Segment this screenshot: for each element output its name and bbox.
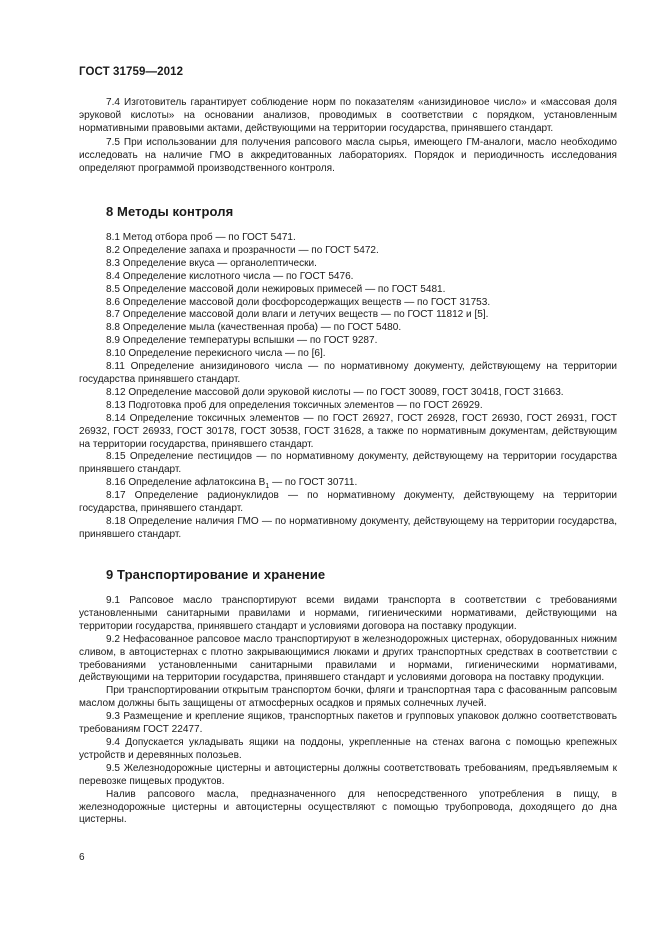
list-item: 8.6 Определение массовой доли фосфорсодержащих веществ — по ГОСТ 31753.: [106, 296, 491, 308]
list-item: 8.5 Определение массовой доли нежировых примесей — по ГОСТ 5481.: [106, 283, 446, 295]
section-7-paragraphs: [79, 97, 617, 175]
list-item: 8.18 Определение наличия ГМО — по нормативному документу, действующему на территории государства, принявшего стандарт.: [79, 515, 617, 540]
paragraph-7-4: 7.4 Изготовитель гарантирует соблюдение норм по показателям «анизидиновое число» и «массовая доля эруковой кислоты» на основании анализов, проводимых в соответствии с порядком, установленным нормативными правовыми актами, действующими на территории государства, принявшего стандарт.: [79, 97, 617, 134]
paragraph: 9.3 Размещение и крепление ящиков, транспортных пакетов и групповых упаковок должно соответствовать требованиям ГОСТ 22477.: [79, 711, 617, 736]
document-header: ГОСТ 31759—2012: [79, 66, 184, 78]
section-9-heading: 9 Транспортирование и хранение: [106, 567, 326, 582]
section-9-paragraphs: [79, 595, 617, 827]
list-item: 8.13 Подготовка проб для определения токсичных элементов — по ГОСТ 26929.: [106, 399, 483, 411]
list-item: 8.7 Определение массовой доли влаги и летучих веществ — по ГОСТ 11812 и [5].: [106, 309, 489, 321]
list-item: 8.3 Определение вкуса — органолептически.: [106, 257, 317, 269]
page-number: 6: [79, 852, 85, 863]
paragraph: 9.5 Железнодорожные цистерны и автоцистерны должны соответствовать требованиям, предъявляемым к перевозке пищевых продуктов.: [79, 762, 617, 787]
list-item-8-16: [79, 477, 617, 490]
aflatoxin-subscript: 1: [265, 483, 270, 491]
list-item: 8.11 Определение анизидинового числа — по нормативному документу, действующему на территории государства принявшего стандарт.: [79, 361, 617, 385]
list-item: 8.15 Определение пестицидов — по нормативному документу, действующему на территории государства принявшего стандарт.: [79, 451, 617, 476]
aflatoxin-text: 8.16 Определение афлатоксина В: [106, 477, 266, 489]
list-item: 8.1 Метод отбора проб — по ГОСТ 5471.: [106, 232, 296, 243]
list-item: 8.12 Определение массовой доли эруковой кислоты — по ГОСТ 30089, ГОСТ 30418, ГОСТ 31663.: [106, 386, 564, 398]
list-item: 8.17 Определение радионуклидов — по нормативному документу, действующему на территории государства, принявшего стандарт.: [79, 490, 617, 515]
list-item: 8.9 Определение температуры вспышки — по ГОСТ 9287.: [106, 335, 378, 347]
paragraph-7-5: 7.5 При использовании для получения рапсового масла сырья, имеющего ГМ-аналоги, масло необходимо исследовать на наличие ГМО в аккредитованных лабораториях. Порядок и периодичность исследования определяют программой производственного контроля.: [79, 136, 617, 174]
section-8-list: [79, 232, 617, 542]
paragraph: При транспортировании открытым транспортом бочки, фляги и транспортная тара с фасованным рапсовым маслом должны быть защищены от атмосферных осадков и прямых солнечных лучей.: [79, 685, 617, 710]
paragraph: 9.1 Рапсовое масло транспортируют всеми видами транспорта в соответствии с требованиями установленными санитарными правилами и нормами, гигиеническими нормативами, действующими на территории государства, принявшего стандарт и условиями договора на поставку продукции.: [79, 595, 617, 632]
list-item: 8.4 Определение кислотного числа — по ГОСТ 5476.: [106, 270, 354, 282]
paragraph: 9.4 Допускается укладывать ящики на поддоны, укрепленные на стенах вагона с помощью крепежных устройств и деревянных полозьев.: [79, 736, 617, 761]
list-item: 8.2 Определение запаха и прозрачности — по ГОСТ 5472.: [106, 244, 379, 256]
list-item: 8.14 Определение токсичных элементов — по ГОСТ 26927, ГОСТ 26928, ГОСТ 26930, ГОСТ 26931, ГОСТ 26932, ГОСТ 26933, ГОСТ 30178, ГОСТ 30538, ГОСТ 31628, а также по нормативным документам, действующим на территории государства, принявшего стандарт.: [79, 412, 617, 450]
list-item: 8.8 Определение мыла (качественная проба) — по ГОСТ 5480.: [106, 322, 402, 334]
aflatoxin-ref: — по ГОСТ 30711.: [269, 477, 358, 489]
paragraph: 9.2 Нефасованное рапсовое масло транспортируют в железнодорожных цистернах, оборудованных нижним сливом, в автоцистернах с плотно закрывающимися люками и других транспортных средствах в соответствии с требованиями установленными санитарными правилами и нормами, гигиеническими нормативами, действующими на территории государства, принявшего стандарт и условиями договора на поставку продукции.: [79, 633, 617, 684]
paragraph: Налив рапсового масла, предназначенного для непосредственного употребления в пищу, в железнодорожные цистерны и автоцистерны осуществляют с помощью трубопровода, доходящего до дна цистерны.: [79, 788, 617, 826]
list-item: 8.10 Определение перекисного числа — по [6].: [106, 348, 326, 360]
section-8-heading: 8 Методы контроля: [106, 204, 234, 219]
